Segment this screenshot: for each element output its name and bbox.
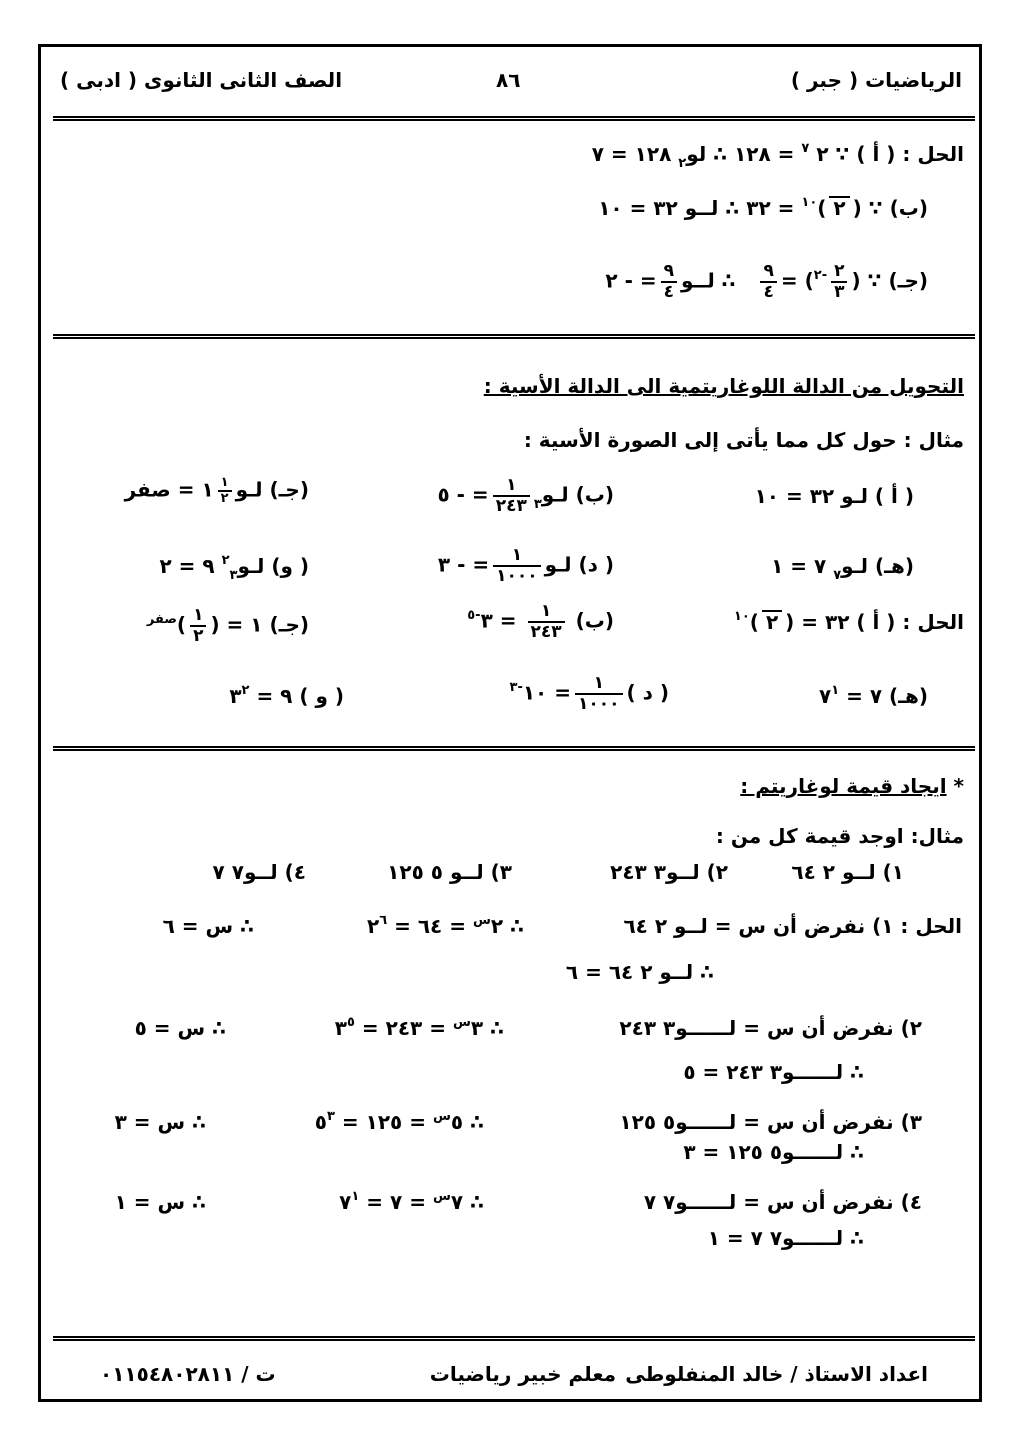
sol3-line1-d: ∴ س = ٣ bbox=[114, 1110, 206, 1134]
sol2-line2: ∴ لــــــو٣ ٢٤٣ = ٥ bbox=[683, 1060, 864, 1084]
sol3-line1-b: ∴ $٥^س$ = ١٢٥ = $٥^٣$ bbox=[314, 1109, 484, 1134]
sol2-line1: ٢) نفرض أن س = لــــــو٣ ٢٤٣ bbox=[619, 1016, 922, 1040]
fraction: $\frac{١}{٢}$ bbox=[218, 476, 232, 506]
sol1-line1: الحل : ١) نفرض أن س = لــو ٢ ٦٤ bbox=[623, 914, 962, 938]
sol1-line1-b: ∴ $٢^س$ = ٦٤ = $٢^٦$ bbox=[366, 913, 524, 938]
fraction: $\frac{٩}{٤}$ bbox=[760, 262, 776, 302]
solution2-b: (ب) $\frac{١}{٢٤٣}$ = $٣^{-٥}$ bbox=[467, 601, 614, 642]
sol4-line2: ∴ لــــــو٧ ٧ = ١ bbox=[707, 1226, 864, 1250]
item-b: (ب) لـو$_٣$ $\frac{١}{٢٤٣}$ = - ٥ bbox=[437, 475, 614, 516]
radical-sign: ٢ bbox=[829, 196, 849, 218]
solution-c: (جـ) ∵ ( $\frac{٢}{٣}$ $^{-٢}$) = $\frac{٩}{٤}$ ∴ لــو $\frac{٩}{٤}$ = - ٢ bbox=[605, 261, 928, 302]
sol2-line1-d: ∴ س = ٥ bbox=[134, 1016, 226, 1040]
page-number: ٨٦ bbox=[496, 68, 521, 92]
divider bbox=[53, 334, 975, 339]
solution-a: الحل : ( أ ) ∵ ٢ $^٧$ = ١٢٨ ∴ لو$_٢$ ١٢٨ = ٧ bbox=[591, 141, 964, 171]
sol1-line2: ∴ لــو ٢ ٦٤ = ٦ bbox=[565, 960, 714, 984]
divider bbox=[53, 116, 975, 121]
fraction: $\frac{٢}{٣}$ bbox=[831, 262, 847, 302]
example-heading: مثال : حول كل مما يأتى إلى الصورة الأسية : bbox=[523, 428, 964, 452]
fraction: $\frac{١}{١٠٠٠}$ bbox=[493, 546, 541, 586]
divider bbox=[53, 746, 975, 751]
sol3-line2: ∴ لــــــو٥ ١٢٥ = ٣ bbox=[683, 1140, 864, 1164]
item-d: ( د) لـو $\frac{١}{١٠٠٠}$ = - ٣ bbox=[437, 545, 614, 586]
solution2-w: ( و ) ٩ = $٣^٢$ bbox=[229, 683, 344, 708]
example3-item-4: ٤) لــو٧ ٧ bbox=[212, 860, 306, 884]
item-h: (هـ) لـو$_٧$ ٧ = ١ bbox=[771, 554, 914, 583]
footer-title: معلم خبير رياضيات bbox=[429, 1362, 616, 1386]
sol1-line1-d: ∴ س = ٦ bbox=[162, 914, 254, 938]
item-c: (جـ) لـو $\frac{١}{٢}$ ١ = صفر bbox=[124, 475, 309, 506]
example3-item-3: ٣) لــو ٥ ١٢٥ bbox=[387, 860, 512, 884]
sol4-line1: ٤) نفرض أن س = لــــــو٧ ٧ bbox=[643, 1190, 922, 1214]
divider bbox=[53, 1336, 975, 1341]
fraction: $\frac{١}{٢٤٣}$ bbox=[528, 602, 565, 642]
section-title: التحويل من الدالة اللوغاريتمية الى الدالة الأسية : bbox=[483, 374, 964, 398]
fraction: $\frac{٩}{٤}$ bbox=[661, 262, 677, 302]
radical-sign: ٢ bbox=[762, 610, 782, 632]
item-a: ( أ ) لـو ٣٢ = ١٠ bbox=[754, 484, 914, 508]
footer-author: اعداد الاستاذ / خالد المنفلوطى bbox=[625, 1362, 928, 1386]
item-w: ( و) لـو$^٢_٣$ ٩ = ٢ bbox=[159, 553, 309, 583]
footer-phone: ت / ٠١١٥٤٨٠٢٨١١ bbox=[100, 1362, 276, 1386]
example3-item-1: ١) لــو ٢ ٦٤ bbox=[791, 860, 904, 884]
sol4-line1-b: ∴ $٧^س$ = ٧ = $٧^١$ bbox=[339, 1189, 484, 1214]
sol4-line1-d: ∴ س = ١ bbox=[114, 1190, 206, 1214]
fraction: $\frac{١}{٢}$ bbox=[190, 606, 206, 646]
solution2-h: (هـ) ٧ = $٧^١$ bbox=[818, 683, 928, 708]
sol3-line1: ٣) نفرض أن س = لــــــو٥ ١٢٥ bbox=[619, 1110, 922, 1134]
solution-b: (ب) ∵ (٢)$^{١٠}$ = ٣٢ ∴ لــو ٣٢ = ١٠ bbox=[598, 195, 928, 220]
solution2-d: ( د ) $\frac{١}{١٠٠٠}$ = $١٠^{-٣}$ bbox=[509, 673, 669, 714]
fraction: $\frac{١}{١٠٠٠}$ bbox=[575, 674, 623, 714]
solution2-c: (جـ) ١ = ( $\frac{١}{٢}$ )$^{صفر}$ bbox=[146, 605, 309, 646]
header-subject: الرياضيات ( جبر ) bbox=[790, 68, 962, 92]
solution2-a: الحل : ( أ ) ٣٢ = (٢)$^{١٠}$ bbox=[733, 609, 964, 634]
sol2-line1-b: ∴ $٣^س$ = ٢٤٣ = $٣^٥$ bbox=[334, 1015, 504, 1040]
header-grade: الصف الثانى الثانوى ( ادبى ) bbox=[60, 68, 343, 92]
fraction: $\frac{١}{٢٤٣}$ bbox=[493, 476, 530, 516]
example3-heading: مثال: اوجد قيمة كل من : bbox=[715, 824, 964, 848]
example3-item-2: ٢) لــو٣ ٢٤٣ bbox=[610, 860, 728, 884]
section3-title: * ايجاد قيمة لوغاريتم : bbox=[740, 774, 964, 798]
